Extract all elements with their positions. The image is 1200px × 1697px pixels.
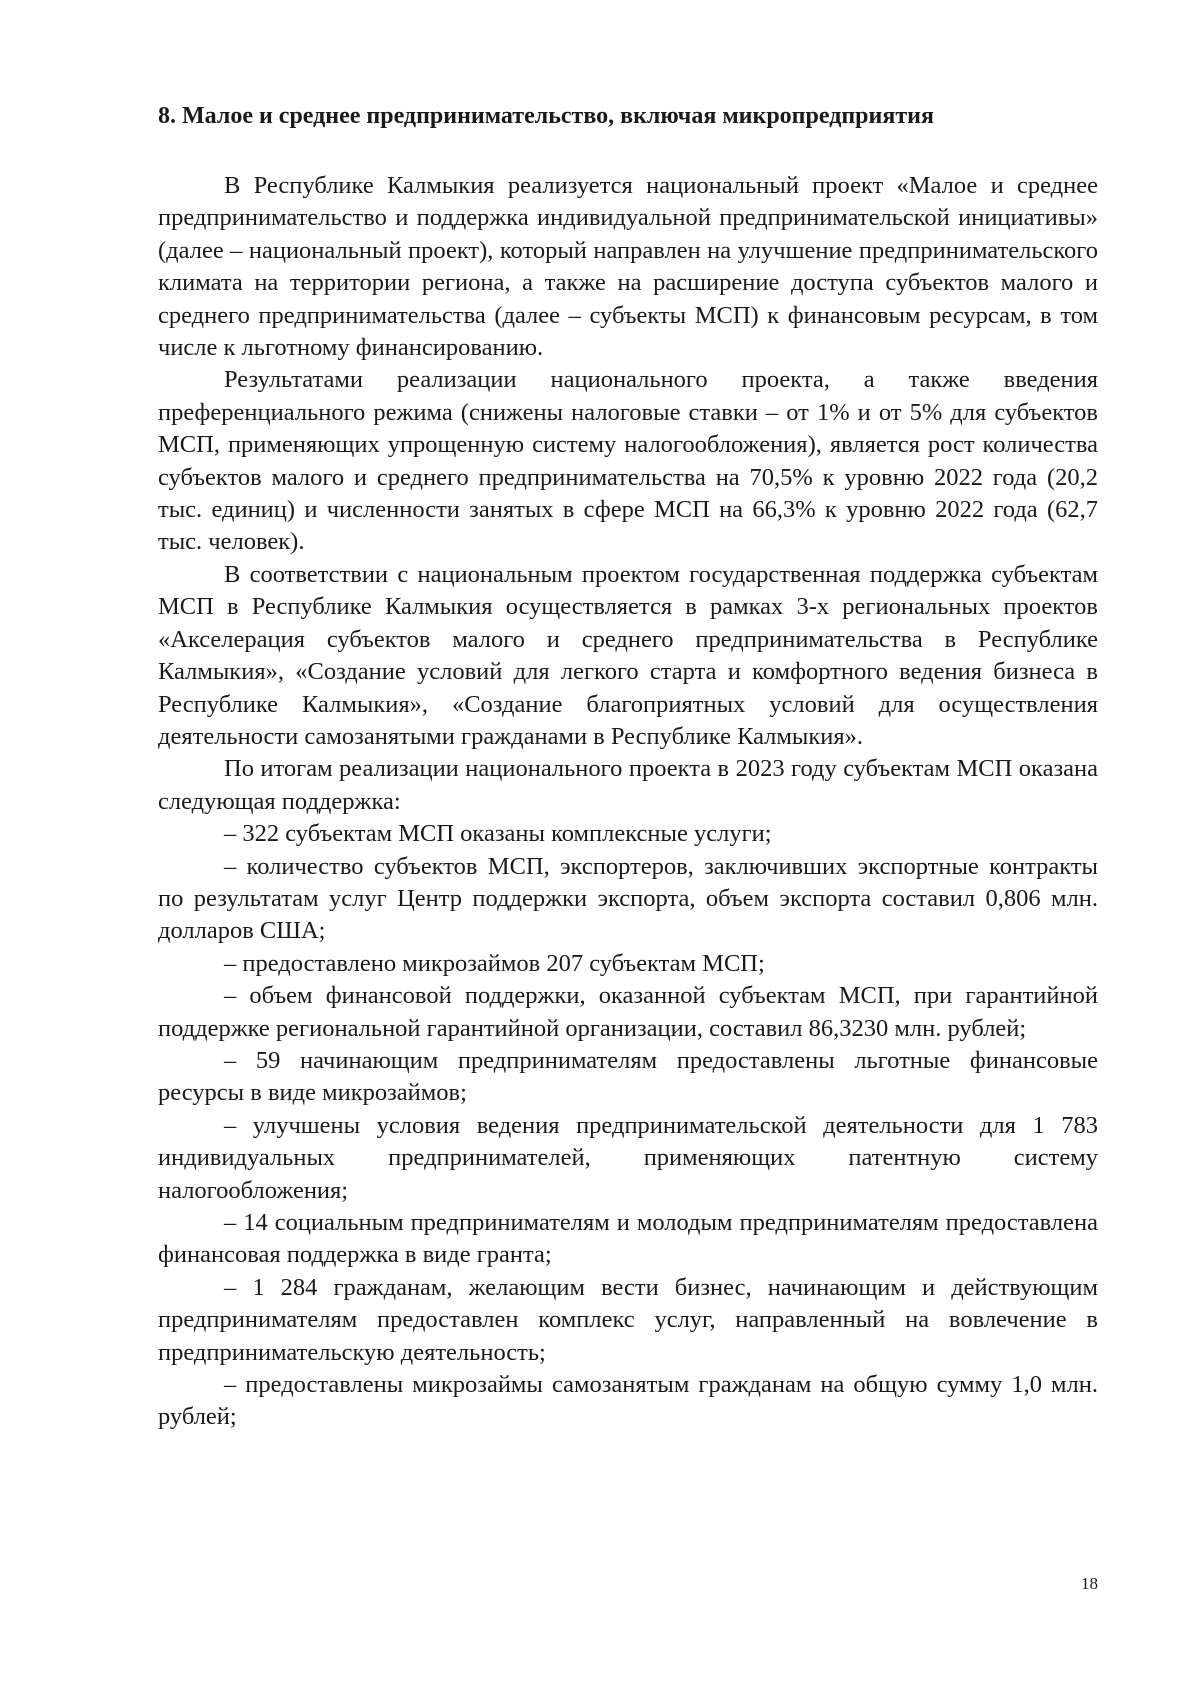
paragraph-national-project: В Республике Калмыкия реализуется национальный проект «Малое и среднее предпринимательство и поддержка индивидуальной предпринимательской инициативы» (далее – национальный проект), который направлен на улучшение предпринимательского климата на территории региона, а также на расширение доступа субъектов малого и среднего предпринимательства (далее – субъекты МСП) к финансовым ресурсам, в том числе к льготному финансированию.	[158, 172, 1098, 362]
paragraph-support-intro: По итогам реализации национального проекта в 2023 году субъектам МСП оказана следующая поддержка:	[158, 755, 1098, 815]
list-item: – предоставлены микрозаймы самозанятым гражданам на общую сумму 1,0 млн. рублей;	[158, 1371, 1098, 1431]
list-item: – 322 субъектам МСП оказаны комплексные услуги;	[224, 820, 772, 848]
paragraph-regional-projects: В соответствии с национальным проектом государственная поддержка субъектам МСП в Республике Калмыкия осуществляется в рамках 3-х региональных проектов «Акселерация субъектов малого и среднего предпринимательства в Республике Калмыкия», «Создание условий для легкого старта и комфортного ведения бизнеса в Республике Калмыкия», «Создание благоприятных условий для осуществления деятельности самозанятыми гражданами в Республике Калмыкия».	[158, 560, 1098, 750]
list-item: – 59 начинающим предпринимателям предоставлены льготные финансовые ресурсы в виде микрозаймов;	[158, 1046, 1098, 1107]
list-item: – 1 284 гражданам, желающим вести бизнес, начинающим и действующим предпринимателям предоставлен комплекс услуг, направленный на вовлечение в предпринимательскую деятельность;	[158, 1273, 1098, 1366]
list-item: – количество субъектов МСП, экспортеров, заключивших экспортные контракты по результатам услуг Центр поддержки экспорта, объем экспорта составил 0,806 млн. долларов США;	[158, 852, 1098, 945]
section-title: 8. Малое и среднее предпринимательство, включая микропредприятия	[158, 103, 934, 129]
support-list	[158, 818, 1098, 1434]
list-item: – объем финансовой поддержки, оказанной субъектам МСП, при гарантийной поддержке региональной гарантийной организации, составил 86,3230 млн. рублей;	[158, 982, 1098, 1042]
paragraph-results: Результатами реализации национального проекта, а также введения преференциального режима (снижены налоговые ставки – от 1% и от 5% для субъектов МСП, применяющих упрощенную систему налогообложения), является рост количества субъектов малого и среднего предпринимательства на 70,5% к уровню 2022 года (20,2 тыс. единиц) и численности занятых в сфере МСП на 66,3% к уровню 2022 года (62,7 тыс. человек).	[158, 366, 1098, 556]
list-item: – 14 социальным предпринимателям и молодым предпринимателям предоставлена финансовая поддержка в виде гранта;	[158, 1209, 1098, 1269]
list-item: – улучшены условия ведения предпринимательской деятельности для 1 783 индивидуальных предпринимателей, применяющих патентную систему налогообложения;	[158, 1111, 1098, 1204]
page-number: 18	[1081, 1574, 1098, 1593]
body-text	[158, 170, 1098, 1434]
list-item: – предоставлено микрозаймов 207 субъектам МСП;	[224, 949, 765, 977]
